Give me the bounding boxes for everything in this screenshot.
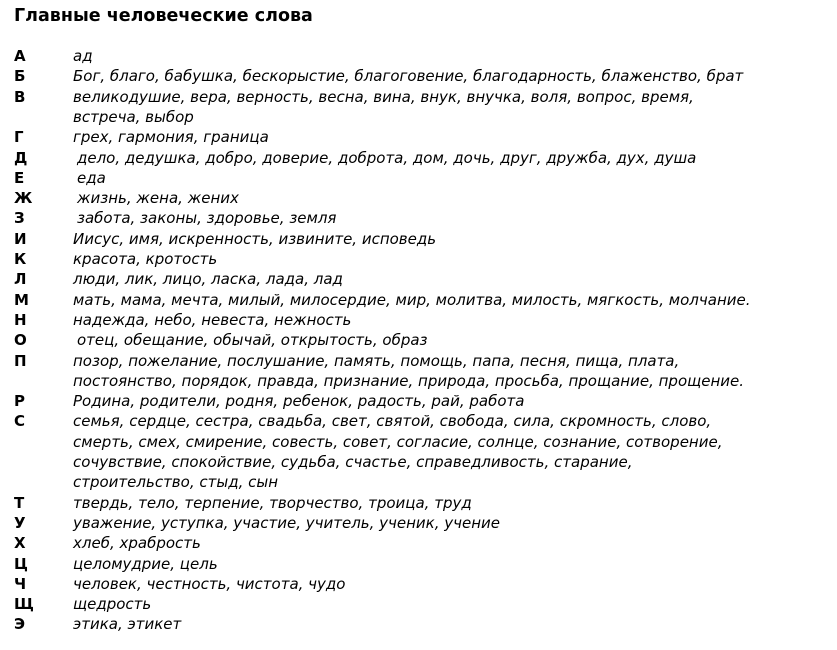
page-title: Главные человеческие слова <box>14 6 313 26</box>
entry-words-line: встреча, выбор <box>73 107 194 126</box>
entry-words-line: Родина, родители, родня, ребенок, радость, рай, работа <box>73 392 525 411</box>
entry-words-line: надежда, небо, невеста, нежность <box>73 310 352 329</box>
entry-words-line: постоянство, порядок, правда, признание, природа, просьба, прощание, прощение. <box>73 371 745 390</box>
entry-letter: М <box>14 290 29 309</box>
entry-words-line: человек, честность, чистота, чудо <box>73 574 346 593</box>
entry-letter: К <box>14 250 27 268</box>
entry-letter: Э <box>14 615 26 634</box>
entry-words-line: целомудрие, цель <box>73 554 218 573</box>
entry-words-line: красота, кротость <box>73 250 218 268</box>
entry-words-line: мать, мама, мечта, милый, милосердие, мир, молитва, милость, мягкость, молчание. <box>73 290 751 309</box>
entry-letter: А <box>14 47 26 65</box>
entry-letter: Ч <box>14 574 27 593</box>
entry-words-line: великодушие, вера, верность, весна, вина, внук, внучка, воля, вопрос, время, <box>73 87 694 106</box>
entry-words-line: ад <box>73 47 93 65</box>
entry-words-line: строительство, стыд, сын <box>73 473 278 492</box>
entry-letter: Х <box>14 534 26 553</box>
entry-letter: З <box>14 209 25 228</box>
entry-words-line: отец, обещание, обычай, открытость, образ <box>77 331 428 350</box>
entry-letter: С <box>14 412 26 431</box>
entry-words-line: твердь, тело, терпение, творчество, троица, труд <box>73 493 472 512</box>
entry-words-line: сочувствие, спокойствие, судьба, счастье, справедливость, старание, <box>73 453 633 471</box>
entry-letter: Ж <box>14 189 33 208</box>
entry-words-line: еда <box>77 168 106 187</box>
entry-letter: Б <box>14 67 26 86</box>
entry-words-line: семья, сердце, сестра, свадьба, свет, святой, свобода, сила, скромность, слово, <box>73 412 712 431</box>
entry-letter: Т <box>14 493 25 512</box>
entry-words-line: дело, дедушка, добро, доверие, доброта, дом, дочь, друг, дружба, дух, душа <box>77 148 697 167</box>
entry-letter: О <box>14 331 27 350</box>
entry-letter: В <box>14 87 26 106</box>
entry-words-line: позор, пожелание, послушание, память, помощь, папа, песня, пища, плата, <box>73 351 680 370</box>
entry-words-line: люди, лик, лицо, ласка, лада, лад <box>73 270 343 289</box>
entry-letter: Щ <box>14 595 34 614</box>
entry-words-line: щедрость <box>73 595 152 614</box>
entry-words-line: уважение, уступка, участие, учитель, ученик, учение <box>73 513 501 532</box>
entry-words-line: Иисус, имя, искренность, извините, исповедь <box>73 229 437 248</box>
entry-words-line: этика, этикет <box>73 615 182 634</box>
entry-letter: Д <box>14 148 28 167</box>
entry-words-line: забота, законы, здоровье, земля <box>77 209 337 228</box>
entry-letter: Н <box>14 310 27 329</box>
entry-letter: И <box>14 229 27 248</box>
entry-letter: Ц <box>14 554 28 573</box>
entry-words-line: грех, гармония, граница <box>73 128 269 147</box>
entry-letter: Е <box>14 168 25 187</box>
entry-words-line: жизнь, жена, жених <box>77 189 239 208</box>
entry-words-line: хлеб, храбрость <box>73 534 201 553</box>
entry-letter: Л <box>14 270 27 289</box>
entry-words-line: Бог, благо, бабушка, бескорыстие, благоговение, благодарность, блаженство, брат <box>73 67 744 86</box>
entry-letter: Р <box>14 392 25 411</box>
entry-letter: П <box>14 351 27 370</box>
entry-letter: Г <box>14 128 24 147</box>
entry-letter: У <box>14 513 26 532</box>
entry-words-line: смерть, смех, смирение, совесть, совет, согласие, солнце, сознание, сотворение, <box>73 432 723 451</box>
